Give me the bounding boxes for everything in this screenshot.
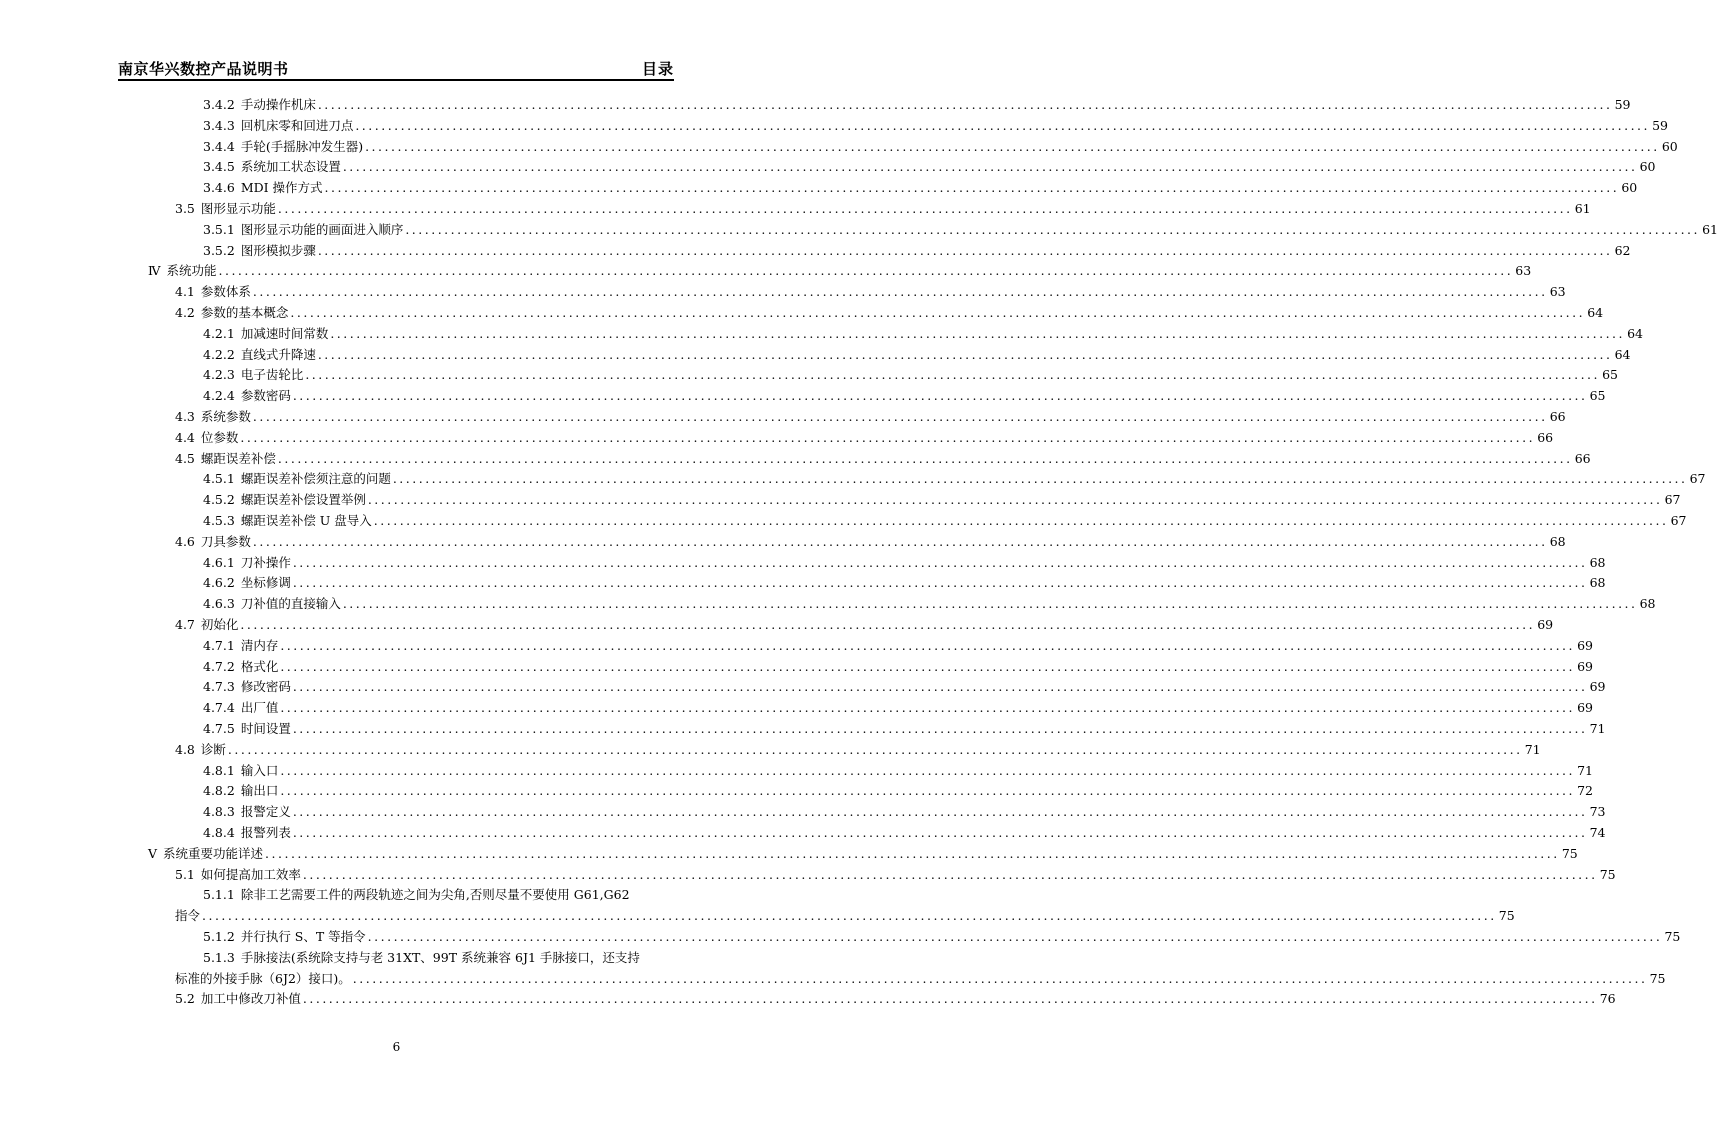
toc-entry[interactable] [203,553,1606,573]
toc-page-number: 75 [1498,908,1515,924]
toc-entry[interactable] [175,407,1566,427]
toc-entry-number: 4.5 [175,450,195,466]
toc-entry-number: 4.7.4 [203,700,235,716]
toc-page-number: 68 [1589,575,1606,591]
toc-entry-title: 回机床零和回进刀点 [240,117,354,133]
toc-entry-number: 4.8.3 [203,804,235,820]
toc-entry-line [203,885,630,905]
toc-page-number: 64 [1587,305,1604,320]
toc-entry-title: 参数的基本概念 [200,305,289,320]
leader-dots: ........................................................................................................................................................................................................ [367,492,1663,508]
toc-entry-number: 3.5.1 [203,221,235,237]
toc-entry-title: 手脉接法(系统除支持与老 31XT、99T 系统兼容 6J1 手脉接口，还支持 [240,949,640,965]
leader-dots: ........................................................................................................................................................................................................ [277,450,1573,466]
leader-dots: ........................................................................................................................................................................................................ [342,159,1638,175]
toc-entry[interactable] [175,199,1591,219]
toc-entry-number: 4.4 [175,429,195,445]
toc-entry-title: 格式化 [240,658,279,674]
toc-entry-number: 4.6.1 [203,554,235,570]
toc-entry[interactable] [203,719,1606,739]
toc-page-number: 69 [1577,658,1594,674]
toc-entry[interactable] [203,594,1656,614]
toc-page-number: 67 [1670,513,1687,528]
toc-entry[interactable] [203,781,1594,801]
leader-dots: ........................................................................................................................................................................................................ [280,658,1576,674]
toc-entry[interactable] [203,927,1681,947]
page-number: 6 [392,1040,401,1054]
toc-entry-title: 直线式升降速 [240,346,316,362]
toc-entry-title: 刀补值的直接输入 [240,596,341,612]
toc-entry-number: 4.7 [175,617,195,632]
toc-entry-number: 4.2.1 [203,325,235,341]
leader-dots: ........................................................................................................................................................................................................ [280,700,1576,716]
toc-entry-title: 图形显示功能的画面进入顺序 [240,221,404,237]
leader-dots: ........................................................................................................................................................................................................ [292,804,1588,820]
toc-page-number: 75 [1664,929,1681,944]
toc-entry[interactable] [175,449,1591,469]
toc-page-number: 69 [1577,637,1594,653]
toc-entry-number: 4.6.3 [203,596,235,612]
toc-page-number: 61 [1574,201,1591,216]
toc-entry[interactable] [203,490,1681,510]
toc-entry-title: 初始化 [200,617,239,632]
toc-entry-number: 5.2 [175,991,195,1007]
toc-entry-number: 4.8.2 [203,783,235,799]
toc-page-number: 76 [1599,991,1616,1007]
toc-page-number: 64 [1614,346,1631,362]
toc-entry[interactable] [203,511,1687,531]
toc-page-number: 65 [1602,367,1619,383]
toc-entry[interactable] [175,282,1566,302]
toc-entry-title: 螺距误差补偿 [200,450,276,466]
leader-dots: ........................................................................................................................................................................................................ [317,242,1613,258]
toc-entry[interactable] [203,157,1656,177]
toc-entry-number: 4.2 [175,305,195,320]
leader-dots: ........................................................................................................................................................................................................ [252,533,1548,549]
leader-dots: ........................................................................................................................................................................................................ [292,721,1588,736]
toc-entry-number: 5.1.1 [203,887,235,903]
leader-dots: ........................................................................................................................................................................................................ [373,513,1669,528]
toc-page-number: 66 [1537,429,1554,445]
toc-entry-number: 4.8.1 [203,762,235,778]
toc-entry-title: 报警定义 [240,804,291,820]
section-title: 目录 [641,60,674,78]
toc-page-number: 75 [1599,866,1616,882]
toc-entry-title: 螺距误差补偿须注意的问题 [240,471,391,487]
toc-page-number: 66 [1549,409,1566,424]
toc-entry[interactable] [203,137,1678,157]
toc-entry-title: 手动操作机床 [240,97,316,112]
toc-entry[interactable] [175,865,1616,885]
leader-dots: ........................................................................................................................................................................................................ [252,284,1548,300]
toc-entry-title: 系统功能 [166,263,217,279]
toc-page-number: 59 [1652,117,1669,133]
toc-page-number: 60 [1661,138,1678,154]
toc-page-number: 65 [1589,388,1606,404]
leader-dots: ........................................................................................................................................................................................................ [202,908,1497,924]
toc-entry-number: 3.4.2 [203,97,235,112]
toc-page-number: 68 [1549,533,1566,549]
leader-dots: ........................................................................................................................................................................................................ [227,741,1523,757]
toc-entry-title: 系统参数 [200,409,251,424]
toc-entry-number: 4.5.1 [203,471,235,487]
toc-entry-title: 诊断 [200,741,226,757]
toc-entry-title: 如何提高加工效率 [200,866,301,882]
toc-entry[interactable] [175,906,1515,926]
leader-dots: ........................................................................................................................................................................................................ [280,637,1576,653]
toc-entry-title: 输入口 [240,762,279,778]
toc-page-number: 69 [1537,617,1554,632]
toc-entry-line [203,948,640,968]
toc-entry[interactable] [203,95,1631,115]
toc-entry-title: 系统加工状态设置 [240,159,341,175]
leader-dots: ........................................................................................................................................................................................................ [317,97,1613,112]
leader-dots: ........................................................................................................................................................................................................ [265,845,1560,861]
toc-entry[interactable] [203,241,1631,261]
leader-dots: ........................................................................................................................................................................................................ [352,970,1648,986]
toc-entry[interactable] [203,823,1606,843]
toc-page-number: 61 [1702,221,1718,237]
toc-entry-title: 参数体系 [200,284,251,300]
toc-page-number: 67 [1689,471,1706,487]
toc-entry[interactable] [148,261,1532,281]
toc-entry[interactable] [203,365,1619,385]
leader-dots: ........................................................................................................................................................................................................ [342,596,1638,612]
toc-entry[interactable] [175,532,1566,552]
toc-entry-number: Ⅳ [148,263,161,279]
leader-dots: ........................................................................................................................................................................................................ [302,866,1598,882]
toc-entry-number: 5.1.2 [203,929,235,944]
toc-entry-title: 螺距误差补偿 U 盘导入 [240,513,372,528]
toc-page-number: 71 [1589,721,1606,736]
toc-entry-number: 4.8 [175,741,195,757]
toc-entry[interactable] [175,303,1604,323]
toc-entry-number: Ⅴ [148,845,158,861]
toc-page-number: 75 [1649,970,1666,986]
toc-entry-number: 4.5.3 [203,513,235,528]
toc-page-number: 64 [1627,325,1644,341]
toc-entry[interactable] [203,220,1718,240]
toc-page-number: 68 [1589,554,1606,570]
toc-entry-title: 图形模拟步骤 [240,242,316,258]
leader-dots: ........................................................................................................................................................................................................ [292,679,1588,695]
leader-dots: ........................................................................................................................................................................................................ [292,825,1588,840]
toc-entry-number: 4.7.5 [203,721,235,736]
toc-entry-number: 4.8.4 [203,825,235,840]
toc-entry[interactable] [203,698,1594,718]
toc-entry-number: 5.1 [175,866,195,882]
toc-entry[interactable] [203,469,1706,489]
toc-page-number: 60 [1621,180,1638,196]
toc-entry[interactable] [203,657,1594,677]
toc-entry[interactable] [175,969,1666,989]
toc-entry-title: 加工中修改刀补值 [200,991,301,1007]
toc-entry-number: 4.2.2 [203,346,235,362]
leader-dots: ........................................................................................................................................................................................................ [240,429,1536,445]
toc-entry[interactable] [175,428,1554,448]
document-title: 南京华兴数控产品说明书 [118,60,289,78]
toc-entry-title: 报警列表 [240,825,291,840]
leader-dots: ........................................................................................................................................................................................................ [405,221,1701,237]
toc-page-number: 59 [1614,97,1631,112]
toc-entry-title: 图形显示功能 [200,201,276,216]
toc-entry-title: 清内存 [240,637,279,653]
leader-dots: ........................................................................................................................................................................................................ [218,263,1514,279]
toc-entry-number: 3.4.6 [203,180,235,196]
toc-entry-number: 5.1.3 [203,949,235,965]
leader-dots: ........................................................................................................................................................................................................ [367,929,1663,944]
leader-dots: ........................................................................................................................................................................................................ [324,180,1620,196]
toc-page-number: 60 [1639,159,1656,175]
toc-entry-number: 4.7.2 [203,658,235,674]
toc-entry-title: 手轮(手摇脉冲发生器) [240,138,364,154]
leader-dots: ........................................................................................................................................................................................................ [392,471,1688,487]
toc-page-number: 67 [1664,492,1681,508]
toc-page-number: 69 [1589,679,1606,695]
toc-page-number: 69 [1577,700,1594,716]
toc-entry-number: 3.4.5 [203,159,235,175]
toc-entry-number: 4.7.3 [203,679,235,695]
leader-dots: ........................................................................................................................................................................................................ [252,409,1548,424]
toc-entry[interactable] [203,761,1594,781]
toc-entry-number: 3.5 [175,201,195,216]
toc-page-number: 68 [1639,596,1656,612]
leader-dots: ........................................................................................................................................................................................................ [330,325,1626,341]
toc-entry[interactable] [175,615,1554,635]
toc-entry[interactable] [203,802,1606,822]
toc-entry[interactable] [203,636,1594,656]
toc-page-number: 71 [1577,762,1594,778]
toc-entry-title: 螺距误差补偿设置举例 [240,492,366,508]
toc-entry[interactable] [148,844,1578,864]
toc-page-number: 74 [1589,825,1606,840]
leader-dots: ........................................................................................................................................................................................................ [280,783,1576,799]
toc-entry-number: 3.4.4 [203,138,235,154]
toc-entry-title: 参数密码 [240,388,291,404]
toc-entry[interactable] [175,989,1616,1009]
toc-page-number: 72 [1577,783,1594,799]
toc-entry[interactable] [203,386,1606,406]
toc-entry-number: 4.3 [175,409,195,424]
leader-dots: ........................................................................................................................................................................................................ [240,617,1536,632]
leader-dots: ........................................................................................................................................................................................................ [355,117,1651,133]
toc-entry-title: MDI 操作方式 [240,180,323,196]
leader-dots: ........................................................................................................................................................................................................ [302,991,1598,1007]
toc-entry[interactable] [203,324,1644,344]
leader-dots: ........................................................................................................................................................................................................ [365,138,1660,154]
leader-dots: ........................................................................................................................................................................................................ [290,305,1586,320]
toc-entry-number: 3.5.2 [203,242,235,258]
toc-entry-number: 3.4.3 [203,117,235,133]
toc-page-number: 73 [1589,804,1606,820]
leader-dots: ........................................................................................................................................................................................................ [280,762,1576,778]
toc-entry-title: 位参数 [200,429,239,445]
toc-entry[interactable] [175,740,1541,760]
toc-entry[interactable] [203,178,1638,198]
toc-entry-number: 4.2.3 [203,367,235,383]
leader-dots: ........................................................................................................................................................................................................ [292,388,1588,404]
toc-entry-title: 刀具参数 [200,533,251,549]
toc-page-number: 62 [1614,242,1631,258]
leader-dots: ........................................................................................................................................................................................................ [305,367,1601,383]
toc-entry-title: 加减速时间常数 [240,325,329,341]
toc-entry-title-continuation: 标准的外接手脉（6J2）接口)。 [175,970,351,986]
leader-dots: ........................................................................................................................................................................................................ [292,554,1588,570]
toc-entry-title-continuation: 指令 [175,908,201,924]
toc-entry-title: 并行执行 S、T 等指令 [240,929,366,944]
toc-entry-number: 4.6 [175,533,195,549]
toc-entry-title: 系统重要功能详述 [163,845,264,861]
toc-entry-title: 除非工艺需要工件的两段轨迹之间为尖角,否则尽量不要使用 G61,G62 [240,887,630,903]
toc-entry[interactable] [203,345,1631,365]
toc-entry-title: 时间设置 [240,721,291,736]
leader-dots: ........................................................................................................................................................................................................ [292,575,1588,591]
toc-entry-title: 电子齿轮比 [240,367,304,383]
toc-page-number: 66 [1574,450,1591,466]
toc-entry-title: 出厂值 [240,700,279,716]
toc-entry-number: 4.5.2 [203,492,235,508]
toc-entry-number: 4.2.4 [203,388,235,404]
toc-page-number: 63 [1515,263,1532,279]
leader-dots: ........................................................................................................................................................................................................ [317,346,1613,362]
leader-dots: ........................................................................................................................................................................................................ [277,201,1573,216]
toc-page-number: 71 [1524,741,1541,757]
toc-entry-number: 4.1 [175,284,195,300]
toc-entry[interactable] [203,677,1606,697]
toc-entry[interactable] [203,116,1669,136]
toc-entry-title: 刀补操作 [240,554,291,570]
toc-entry[interactable] [203,573,1606,593]
toc-entry-title: 修改密码 [240,679,291,695]
toc-entry-title: 输出口 [240,783,279,799]
toc-entry-title: 坐标修调 [240,575,291,591]
toc-entry-number: 4.7.1 [203,637,235,653]
toc-page-number: 63 [1549,284,1566,300]
toc-page-number: 75 [1561,845,1578,861]
toc-entry-number: 4.6.2 [203,575,235,591]
